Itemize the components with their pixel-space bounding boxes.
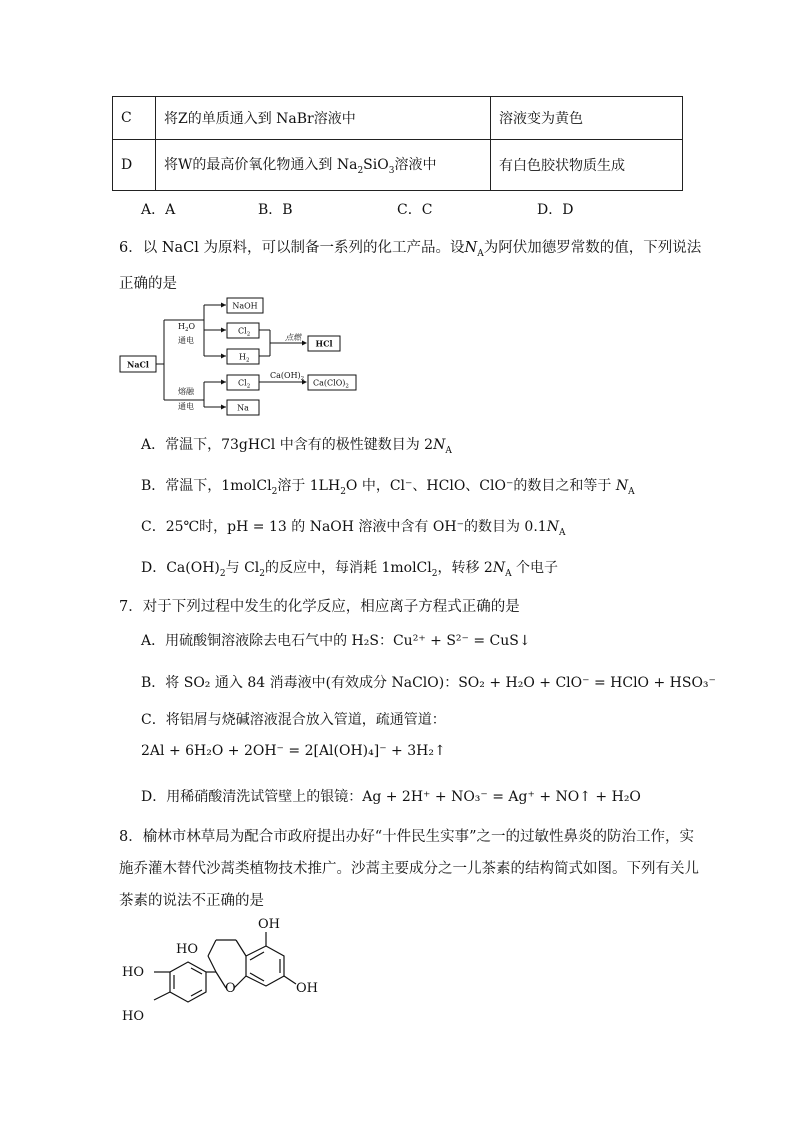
row-operation: 将Z的单质通入到 NaBr溶液中 [156,97,491,140]
row-label: C [113,97,156,140]
q5-choice-c: C．C [397,202,433,218]
q5-choice-d: D．D [537,202,574,218]
catechin-structure [118,912,338,1032]
oh-label-top: OH [258,917,280,932]
q6-stem-line2: 正确的是 [119,276,177,292]
caclo2-label: $Ca(ClO)_2$ [313,378,349,390]
q7-option-b: B．将 SO₂ 通入 84 消毒液中(有效成分 NaClO)：SO₂ + H₂O + ClO⁻ = HClO + HSO₃⁻ [141,675,716,691]
ignition-label: 点燃 [285,333,301,342]
q6-stem-line1: 6．以 NaCl 为原料，可以制备一系列的化工产品。设$N_A$为阿伏加德罗常数的值，下列说法 [119,240,702,259]
ho-label-2: HO [122,965,144,980]
q8-stem-line1: 8．榆林市林草局为配合市政府提出办好“十件民生实事”之一的过敏性鼻炎的防治工作，实 [119,829,695,845]
electrolysis-label-1: 通电 [178,336,194,345]
q8-stem-line2: 施乔灌木替代沙蒿类植物技术推广。沙蒿主要成分之一儿茶素的结构简式如图。下列有关儿 [119,861,699,877]
row-label: D [113,140,156,191]
nacl-flow-diagram [118,296,368,420]
row-operation: 将W的最高价氧化物通入到 $Na_2SiO_3$溶液中 [156,140,491,191]
options-table [112,96,683,191]
q7-option-a: A．用硫酸铜溶液除去电石气中的 H₂S：Cu²⁺ + S²⁻ = CuS↓ [141,633,531,649]
q6-option-a: A．常温下，73gHCl 中含有的极性键数目为 $2N_A$ [141,437,452,456]
nacl-label: NaCl [127,359,149,370]
electrolysis-label-2: 通电 [178,402,194,411]
row-result: 溶液变为黄色 [491,97,683,140]
q5-choice-b: B．B [258,202,293,218]
hcl-label: HCl [315,338,333,349]
row-result: 有白色胶状物质生成 [491,140,683,191]
table-row [113,140,683,191]
h2-label: $H_2$ [239,352,250,364]
q7-option-c: C．将铝屑与烧碱溶液混合放入管道，疏通管道： [141,712,446,728]
ring-oxygen-label: O [225,981,236,996]
cl2-label-b: $Cl_2$ [238,378,251,390]
q7-stem: 7．对于下列过程中发生的化学反应，相应离子方程式正确的是 [119,599,520,615]
oh-label-right: OH [296,981,318,996]
table-row [113,97,683,140]
caoh2-label: $Ca(OH)_2$ [270,371,305,382]
cl2-label-a: $Cl_2$ [238,326,251,338]
q6-option-c: C．25℃时，pH = 13 的 NaOH 溶液中含有 OH⁻的数目为 $0.1N_A$ [141,519,566,538]
ho-label-1: HO [176,942,198,957]
ho-label-3: HO [122,1009,144,1024]
q6-option-d: D．$Ca(OH)_2$与 $Cl_2$的反应中，每消耗 1molCl$_2$，转移 $2N_A$ 个电子 [141,560,559,579]
q6-option-b: B．常温下，1molCl$_2$溶于 $1LH_2O$ 中，Cl⁻、HClO、ClO⁻的数目之和等于 $N_A$ [141,478,635,497]
q7-option-c-equation: 2Al + 6H₂O + 2OH⁻ = 2[Al(OH)₄]⁻ + 3H₂↑ [141,743,446,759]
q7-option-d: D．用稀硝酸清洗试管壁上的银镜：Ag + 2H⁺ + NO₃⁻ = Ag⁺ + NO↑ + H₂O [141,789,641,805]
q5-choice-a: A．A [141,202,176,218]
molten-label: 熔融 [178,387,194,396]
na-label: Na [237,403,249,413]
h2o-label: $H_2O$ [178,322,196,333]
naoh-label: NaOH [232,301,258,311]
q8-stem-line3: 茶素的说法不正确的是 [119,893,264,909]
